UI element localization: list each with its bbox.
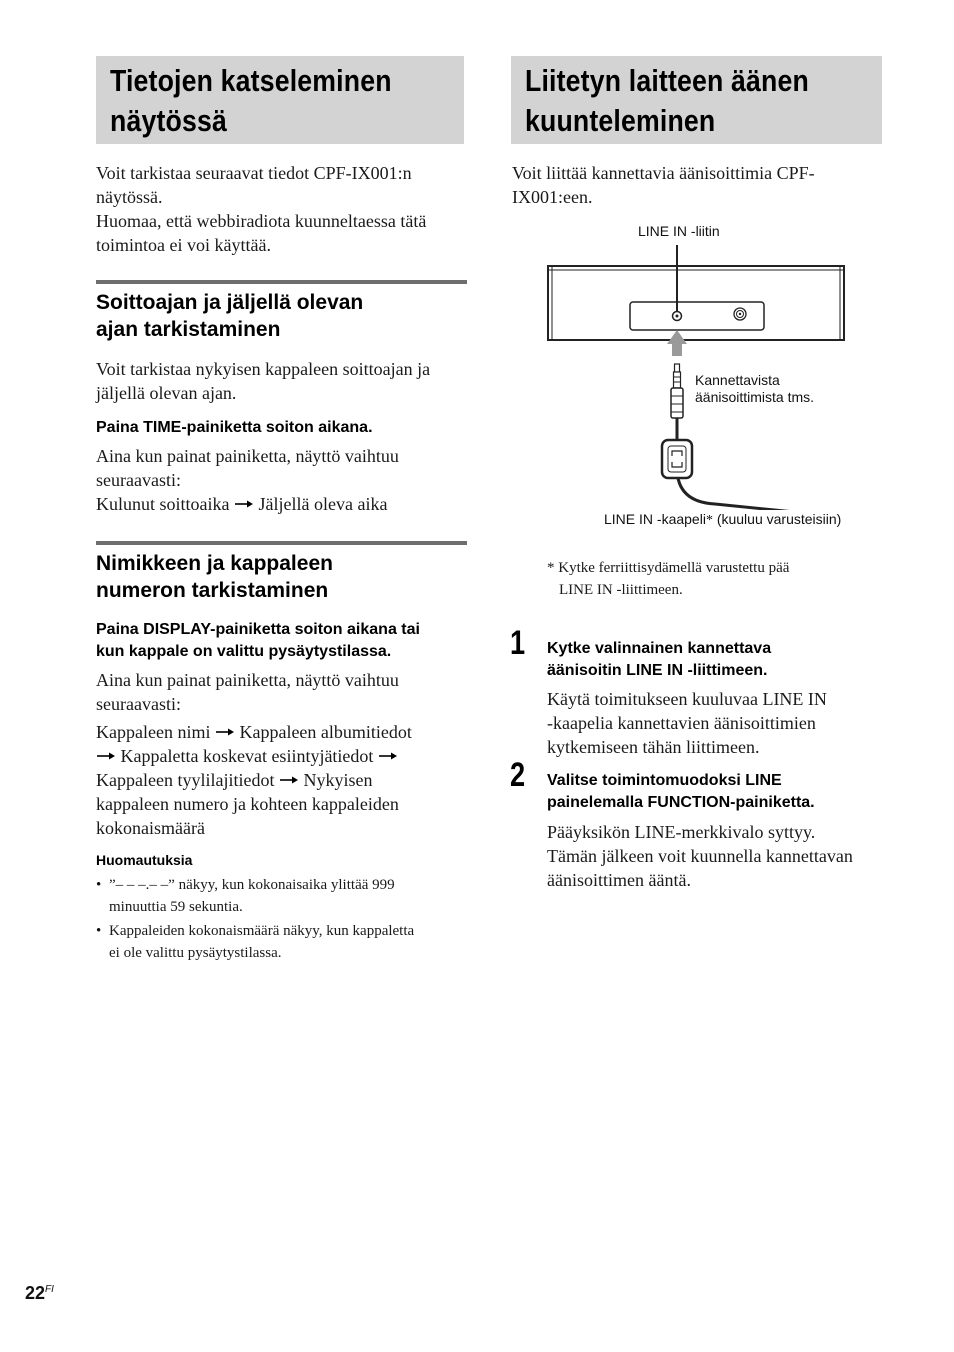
line-in-jack-label: LINE IN -liitin — [638, 223, 720, 239]
section1-desc-line: jäljellä olevan ajan. — [96, 383, 237, 403]
step1-body-line: kytkemiseen tähän liittimeen. — [547, 737, 760, 757]
sequence-line — [96, 744, 476, 768]
page-number — [25, 1283, 54, 1304]
left-intro-line: Voit tarkistaa seuraavat tiedot CPF-IX001:n — [96, 163, 412, 183]
section2-result — [96, 668, 476, 716]
section1-result — [96, 444, 476, 516]
step2-body-line: äänisoittimen ääntä. — [547, 870, 691, 890]
cable — [677, 418, 860, 510]
left-title-box — [96, 56, 464, 144]
right-title-line1: Liitetyn laitteen äänen — [525, 63, 809, 98]
cable-label-text: LINE IN -kaapeli — [604, 511, 706, 527]
note-item — [109, 874, 469, 918]
step2-number: 2 — [510, 756, 526, 794]
step1-number: 1 — [510, 624, 526, 662]
step2-body-line: Pääyksikön LINE-merkkivalo syttyy. — [547, 822, 816, 842]
sequence-line — [96, 720, 476, 744]
sequence-item: Jäljellä oleva aika — [258, 494, 388, 514]
portable-player-label-line: Kannettavista — [695, 372, 780, 388]
bullet-dot: • — [96, 923, 102, 939]
step1-title — [547, 638, 887, 682]
note-item — [109, 920, 469, 964]
left-intro-line: näytössä. — [96, 187, 163, 207]
section1-heading-line: Soittoajan ja jäljellä olevan — [96, 291, 364, 314]
step1-body-line: Käytä toimitukseen kuuluvaa LINE IN — [547, 689, 827, 709]
section2-instruction — [96, 619, 476, 663]
right-intro-line: Voit liittää kannettavia äänisoittimia CPF- — [512, 163, 815, 183]
left-title-line1: Tietojen katseleminen — [110, 63, 392, 98]
left-intro — [96, 161, 476, 257]
step1-body — [547, 687, 887, 759]
note-line: ei ole valittu pysäytystilassa. — [109, 945, 282, 961]
step1-title-line: äänisoitin LINE IN -liittimeen. — [547, 662, 768, 679]
step2-title-line: Valitse toimintomuodoksi LINE — [547, 772, 782, 789]
portable-player-label — [695, 372, 814, 406]
plug-tip — [675, 364, 680, 372]
note-line: Kappaleiden kokonaismäärä näkyy, kun kappaletta — [109, 923, 415, 939]
section2-result-line: Aina kun painat painiketta, näyttö vaihtuu — [96, 670, 399, 690]
note-line: ”– – –.– –” näkyy, kun kokonaisaika ylittää 999 — [109, 877, 395, 893]
step1-body-line: -kaapelia kannettavien äänisoittimien — [547, 713, 816, 733]
footnote-line: * Kytke ferriittisydämellä varustettu pää — [547, 560, 790, 576]
note-line: minuuttia 59 sekuntia. — [109, 899, 243, 915]
section2-heading — [96, 550, 476, 604]
section-divider — [96, 280, 467, 284]
sequence-item: Kappaletta koskevat esiintyjätiedot — [120, 746, 374, 766]
cable-label — [604, 511, 841, 529]
section1-desc — [96, 357, 476, 405]
left-title-line2: näytössä — [110, 103, 227, 138]
section1-result-line: Aina kun painat painiketta, näyttö vaihtuu — [96, 446, 399, 466]
section1-instruction: Paina TIME-painiketta soiton aikana. — [96, 419, 373, 436]
left-intro-line: toimintoa ei voi käyttää. — [96, 235, 271, 255]
plug-body — [671, 388, 683, 418]
notes-heading: Huomautuksia — [96, 852, 193, 868]
sequence-line: kokonaismäärä — [96, 818, 205, 838]
section2-heading-line: numeron tarkistaminen — [96, 579, 329, 602]
right-arrow-icon — [215, 727, 235, 737]
step2-body — [547, 820, 887, 892]
sequence-line — [96, 768, 476, 792]
sequence-item: Nykyisen — [303, 770, 373, 790]
sequence-item: Kappaleen nimi — [96, 722, 211, 742]
section1-sequence — [96, 492, 476, 516]
right-intro — [512, 161, 892, 209]
cable-label-suffix: (kuuluu varusteisiin) — [712, 511, 842, 527]
portable-player-label-line: äänisoittimista tms. — [695, 389, 815, 405]
section2-sequence — [96, 720, 476, 840]
section1-heading — [96, 289, 476, 343]
section1-desc-line: Voit tarkistaa nykyisen kappaleen soittoajan ja — [96, 359, 431, 379]
right-arrow-icon — [234, 499, 254, 509]
right-title-box — [511, 56, 882, 144]
section2-heading-line: Nimikkeen ja kappaleen — [96, 552, 333, 575]
page-language-suffix: FI — [45, 1284, 54, 1295]
section2-instruction-line: Paina DISPLAY-painiketta soiton aikana tai — [96, 621, 420, 638]
page-number-value: 22 — [25, 1283, 46, 1303]
step2-title — [547, 770, 887, 814]
sequence-item: Kulunut soittoaika — [96, 494, 230, 514]
section1-result-line: seuraavasti: — [96, 470, 181, 490]
section-divider — [96, 541, 467, 545]
diagram-footnote — [547, 557, 877, 601]
right-arrow-icon — [378, 751, 398, 761]
right-intro-line: IX001:een. — [512, 187, 593, 207]
section1-heading-line: ajan tarkistaminen — [96, 318, 281, 341]
sequence-line: kappaleen numero ja kohteen kappaleiden — [96, 794, 399, 814]
right-arrow-icon — [279, 775, 299, 785]
step1-title-line: Kytke valinnainen kannettava — [547, 640, 772, 657]
step2-title-line: painelemalla FUNCTION-painiketta. — [547, 794, 815, 811]
sequence-item: Kappaleen tyylilajitiedot — [96, 770, 275, 790]
step2-body-line: Tämän jälkeen voit kuunnella kannettavan — [547, 846, 853, 866]
left-intro-line: Huomaa, että webbiradiota kuunneltaessa tätä — [96, 211, 427, 231]
section2-instruction-line: kun kappale on valittu pysäytystilassa. — [96, 643, 392, 660]
section2-result-line: seuraavasti: — [96, 694, 181, 714]
footnote-line: LINE IN -liittimeen. — [559, 582, 683, 598]
right-arrow-icon — [96, 751, 116, 761]
right-title-line2: kuunteleminen — [525, 103, 716, 138]
sequence-item: Kappaleen albumitiedot — [239, 722, 412, 742]
bullet-dot: • — [96, 877, 102, 893]
cable-label-star: * — [705, 513, 713, 528]
